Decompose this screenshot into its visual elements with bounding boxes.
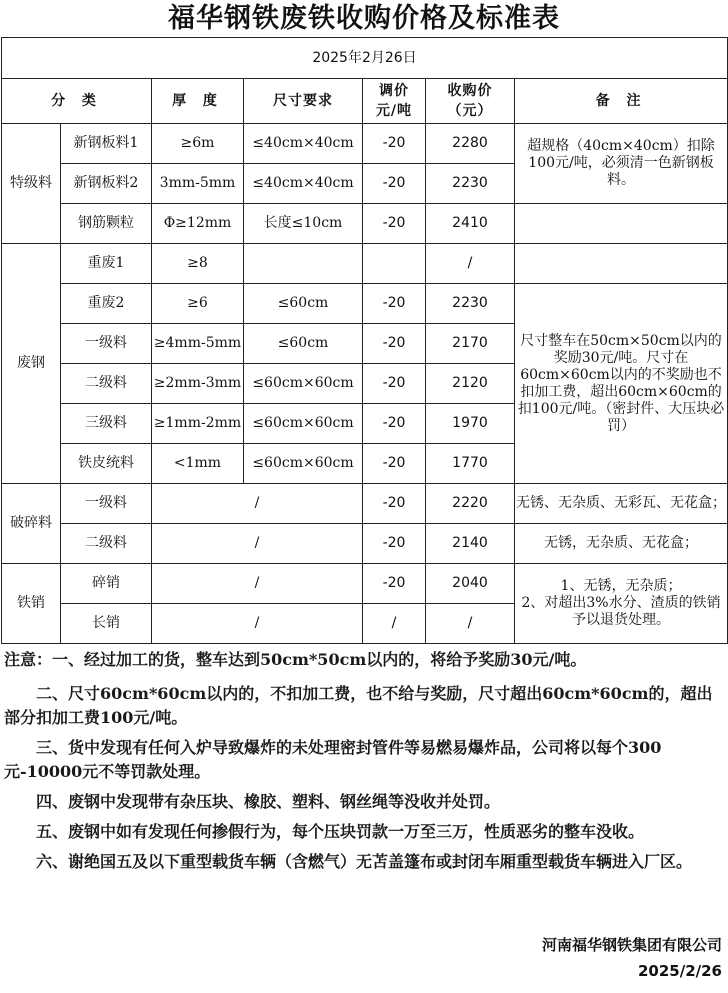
item-size: ≤60cm (244, 284, 363, 324)
note-item: 注意：一、经过加工的货，整车达到50cm*50cm以内的，将给予奖励30元/吨。 (4, 650, 587, 669)
item-size: ≤60cm×60cm (244, 404, 363, 444)
note-item: 二、尺寸60cm*60cm以内的，不扣加工费，也不给与奖励，尺寸超出60cm*60cm的，超出部分扣加工费100元/吨。 (4, 684, 713, 727)
item-thickness: ≥8 (152, 244, 244, 284)
table-row (2, 564, 728, 604)
item-name: 一级料 (61, 484, 152, 524)
group-label: 破碎料 (2, 484, 61, 564)
item-name: 三级料 (61, 404, 152, 444)
company-name: 河南福华钢铁集团有限公司 (541, 936, 722, 954)
table-row (2, 204, 728, 244)
header-remarks: 备 注 (515, 79, 728, 124)
item-size: 长度≤10cm (244, 204, 363, 244)
notes-section (4, 648, 724, 874)
item-thickness: ≥4mm-5mm (152, 324, 244, 364)
item-thickness: <1mm (152, 444, 244, 484)
item-thickness: / (152, 524, 363, 564)
table-row (2, 484, 728, 524)
note-item: 六、谢绝国五及以下重型载货车辆（含燃气）无苫盖篷布或封闭车厢重型载货车辆进入厂区。 (36, 852, 693, 871)
remark-empty (515, 204, 728, 244)
remark-cell: 无锈，无杂质、无花盒； (515, 524, 728, 564)
item-adjust: -20 (363, 204, 426, 244)
header-thickness: 厚 度 (152, 79, 244, 124)
item-size (244, 244, 363, 284)
item-price: 2410 (426, 204, 515, 244)
remark-empty (515, 244, 728, 284)
item-thickness: / (152, 604, 363, 644)
item-price: 2140 (426, 524, 515, 564)
note-item: 四、废钢中发现带有杂压块、橡胶、塑料、钢丝绳等没收并处罚。 (36, 792, 501, 811)
item-adjust: -20 (363, 404, 426, 444)
item-name: 二级料 (61, 524, 152, 564)
table-row (2, 244, 728, 284)
item-adjust: / (363, 604, 426, 644)
item-adjust: -20 (363, 284, 426, 324)
item-price: 1970 (426, 404, 515, 444)
item-name: 新钢板料2 (61, 164, 152, 204)
item-price: 2120 (426, 364, 515, 404)
item-thickness: / (152, 484, 363, 524)
table-row (2, 524, 728, 564)
header-category: 分 类 (2, 79, 152, 124)
item-thickness: ≥6m (152, 124, 244, 164)
item-price: 2040 (426, 564, 515, 604)
header-price: 收购价 （元） (426, 79, 515, 124)
item-thickness: ≥1mm-2mm (152, 404, 244, 444)
item-size: ≤60cm×60cm (244, 444, 363, 484)
item-thickness: Φ≥12mm (152, 204, 244, 244)
item-thickness: ≥6 (152, 284, 244, 324)
item-thickness: ≥2mm-3mm (152, 364, 244, 404)
item-adjust: -20 (363, 164, 426, 204)
item-price: / (426, 604, 515, 644)
item-name: 钢筋颗粒 (61, 204, 152, 244)
table-date: 2025年2月26日 (2, 38, 728, 79)
item-thickness: / (152, 564, 363, 604)
item-price: 2280 (426, 124, 515, 164)
group-label: 铁销 (2, 564, 61, 644)
table-row (2, 124, 728, 164)
item-name: 一级料 (61, 324, 152, 364)
item-adjust: -20 (363, 444, 426, 484)
page-title: 福华钢铁废铁收购价格及标准表 (168, 3, 560, 34)
item-adjust: -20 (363, 484, 426, 524)
item-size: ≤40cm×40cm (244, 124, 363, 164)
group-label: 废钢 (2, 244, 61, 484)
footer-date: 2025/2/26 (637, 962, 722, 980)
item-adjust: -20 (363, 564, 426, 604)
table-row (2, 284, 728, 324)
item-price: 2230 (426, 164, 515, 204)
item-name: 长销 (61, 604, 152, 644)
item-thickness: 3mm-5mm (152, 164, 244, 204)
header-row (2, 79, 728, 124)
group-label: 特级料 (2, 124, 61, 244)
remark-cell: 超规格（40cm×40cm）扣除100元/吨，必须清一色新钢板料。 (515, 124, 728, 204)
item-name: 重废1 (61, 244, 152, 284)
item-adjust (363, 244, 426, 284)
item-name: 新钢板料1 (61, 124, 152, 164)
item-adjust: -20 (363, 364, 426, 404)
remark-cell: 尺寸整车在50cm×50cm以内的奖励30元/吨。尺寸在60cm×60cm以内的不奖励也不扣加工费，超出60cm×60cm的扣100元/吨。（密封件、大压块必罚） (515, 284, 728, 484)
note-item: 五、废钢中如有发现任何掺假行为，每个压块罚款一万至三万，性质恶劣的整车没收。 (36, 822, 645, 841)
item-size: ≤60cm (244, 324, 363, 364)
item-adjust: -20 (363, 524, 426, 564)
item-price: 2170 (426, 324, 515, 364)
remark-cell: 1、无锈，无杂质； 2、对超出3%水分、渣质的铁销予以退货处理。 (515, 564, 728, 644)
item-price: 1770 (426, 444, 515, 484)
header-adjust: 调价 元/吨 (363, 79, 426, 124)
item-adjust: -20 (363, 124, 426, 164)
item-name: 重废2 (61, 284, 152, 324)
note-item: 三、货中发现有任何入炉导致爆炸的未处理密封管件等易燃易爆炸品，公司将以每个300元-10000元不等罚款处理。 (4, 738, 662, 781)
item-size: ≤60cm×60cm (244, 364, 363, 404)
item-adjust: -20 (363, 324, 426, 364)
item-price: 2220 (426, 484, 515, 524)
item-price: 2230 (426, 284, 515, 324)
item-name: 碎销 (61, 564, 152, 604)
price-table (1, 37, 728, 644)
item-name: 铁皮统料 (61, 444, 152, 484)
item-size: ≤40cm×40cm (244, 164, 363, 204)
header-size: 尺寸要求 (244, 79, 363, 124)
date-row (2, 38, 728, 79)
item-name: 二级料 (61, 364, 152, 404)
remark-cell: 无锈、无杂质、无彩瓦、无花盒； (515, 484, 728, 524)
item-price: / (426, 244, 515, 284)
